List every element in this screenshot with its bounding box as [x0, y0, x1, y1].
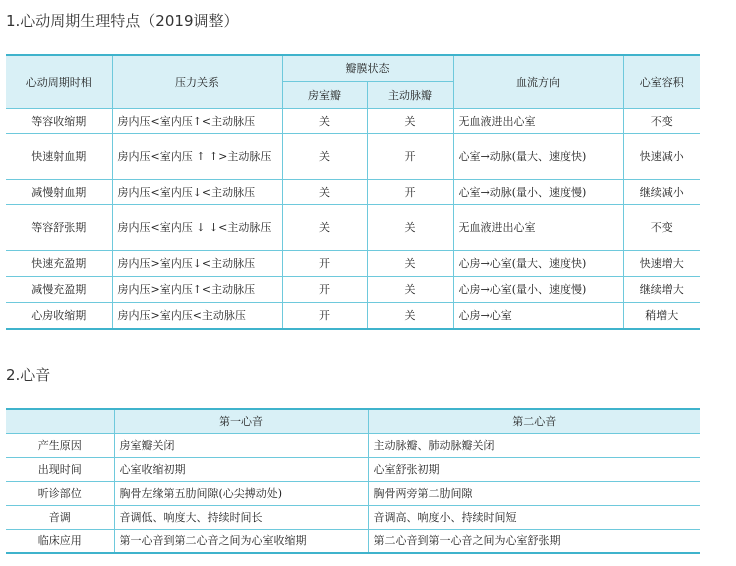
flow-cell: 心室→动脉(量大、速度快)	[453, 134, 623, 180]
table-row	[6, 481, 700, 505]
phase-cell: 减慢充盈期	[6, 277, 112, 303]
header-valve-group: 瓣膜状态	[282, 55, 453, 82]
table-row	[6, 134, 700, 180]
av-valve-cell: 关	[282, 134, 367, 180]
pressure-cell: 房内压>室内压↓<主动脉压	[112, 251, 282, 277]
table-row	[6, 303, 700, 329]
av-valve-cell: 开	[282, 251, 367, 277]
row-label: 出现时间	[6, 457, 114, 481]
header-first-sound: 第一心音	[114, 409, 368, 433]
pressure-cell: 房内压>室内压↑<主动脉压	[112, 277, 282, 303]
aortic-valve-cell: 开	[367, 134, 453, 180]
phase-cell: 快速充盈期	[6, 251, 112, 277]
phase-cell: 减慢射血期	[6, 180, 112, 205]
header-pressure: 压力关系	[112, 55, 282, 109]
volume-cell: 继续增大	[623, 277, 700, 303]
pressure-cell: 房内压<室内压 ↑ ↑>主动脉压	[112, 134, 282, 180]
table-row	[6, 251, 700, 277]
volume-cell: 继续减小	[623, 180, 700, 205]
phase-cell: 等容舒张期	[6, 205, 112, 251]
first-sound-cell: 音调低、响度大、持续时间长	[114, 505, 368, 529]
table-row	[6, 505, 700, 529]
pressure-cell: 房内压>室内压<主动脉压	[112, 303, 282, 329]
flow-cell: 无血液进出心室	[453, 205, 623, 251]
flow-cell: 无血液进出心室	[453, 109, 623, 134]
volume-cell: 快速增大	[623, 251, 700, 277]
volume-cell: 快速减小	[623, 134, 700, 180]
header-blank	[6, 409, 114, 433]
aortic-valve-cell: 关	[367, 109, 453, 134]
row-label: 音调	[6, 505, 114, 529]
header-flow: 血流方向	[453, 55, 623, 109]
first-sound-cell: 心室收缩初期	[114, 457, 368, 481]
pressure-cell: 房内压<室内压↑<主动脉压	[112, 109, 282, 134]
first-sound-cell: 房室瓣关闭	[114, 433, 368, 457]
volume-cell: 稍增大	[623, 303, 700, 329]
header-volume: 心室容积	[623, 55, 700, 109]
av-valve-cell: 关	[282, 109, 367, 134]
second-sound-cell: 第二心音到第一心音之间为心室舒张期	[368, 529, 700, 553]
second-sound-cell: 主动脉瓣、肺动脉瓣关闭	[368, 433, 700, 457]
section1-title: 1.心动周期生理特点（2019调整）	[6, 12, 239, 30]
av-valve-cell: 开	[282, 277, 367, 303]
table-row	[6, 180, 700, 205]
aortic-valve-cell: 关	[367, 251, 453, 277]
second-sound-cell: 心室舒张初期	[368, 457, 700, 481]
header-phase: 心动周期时相	[6, 55, 112, 109]
table-row	[6, 205, 700, 251]
header-av-valve: 房室瓣	[282, 82, 367, 109]
cardiac-cycle-table	[6, 54, 700, 330]
phase-cell: 心房收缩期	[6, 303, 112, 329]
av-valve-cell: 开	[282, 303, 367, 329]
first-sound-cell: 第一心音到第二心音之间为心室收缩期	[114, 529, 368, 553]
first-sound-cell: 胸骨左缘第五肋间隙(心尖搏动处)	[114, 481, 368, 505]
row-label: 听诊部位	[6, 481, 114, 505]
flow-cell: 心房→心室(量小、速度慢)	[453, 277, 623, 303]
row-label: 临床应用	[6, 529, 114, 553]
volume-cell: 不变	[623, 205, 700, 251]
pressure-cell: 房内压<室内压 ↓ ↓<主动脉压	[112, 205, 282, 251]
table-row	[6, 529, 700, 553]
table-row	[6, 109, 700, 134]
aortic-valve-cell: 关	[367, 277, 453, 303]
aortic-valve-cell: 开	[367, 180, 453, 205]
table-row	[6, 433, 700, 457]
volume-cell: 不变	[623, 109, 700, 134]
flow-cell: 心房→心室	[453, 303, 623, 329]
phase-cell: 等容收缩期	[6, 109, 112, 134]
av-valve-cell: 关	[282, 180, 367, 205]
aortic-valve-cell: 关	[367, 303, 453, 329]
second-sound-cell: 胸骨两旁第二肋间隙	[368, 481, 700, 505]
flow-cell: 心室→动脉(量小、速度慢)	[453, 180, 623, 205]
section2-title: 2.心音	[6, 366, 51, 384]
flow-cell: 心房→心室(量大、速度快)	[453, 251, 623, 277]
table-row	[6, 277, 700, 303]
row-label: 产生原因	[6, 433, 114, 457]
header-aortic-valve: 主动脉瓣	[367, 82, 453, 109]
second-sound-cell: 音调高、响度小、持续时间短	[368, 505, 700, 529]
table-row	[6, 457, 700, 481]
pressure-cell: 房内压<室内压↓<主动脉压	[112, 180, 282, 205]
av-valve-cell: 关	[282, 205, 367, 251]
aortic-valve-cell: 关	[367, 205, 453, 251]
heart-sound-table	[6, 408, 700, 554]
header-second-sound: 第二心音	[368, 409, 700, 433]
phase-cell: 快速射血期	[6, 134, 112, 180]
